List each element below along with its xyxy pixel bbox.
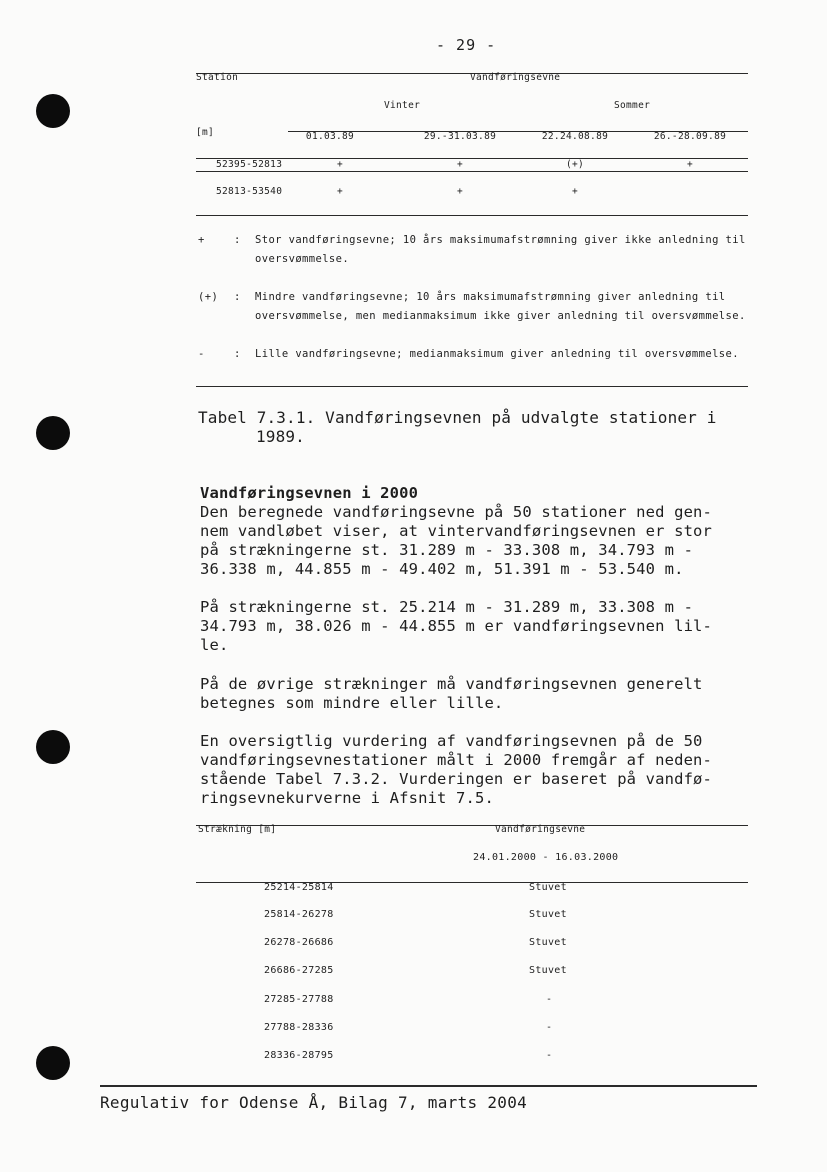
header-sommer: Sommer — [614, 100, 651, 111]
section-heading: Vandføringsevnen i 2000 — [200, 484, 419, 502]
value-cell: Stuvet — [529, 937, 567, 948]
paragraph-line: stående Tabel 7.3.2. Vurderingen er baseret på vandfø- — [200, 770, 713, 788]
paragraph — [200, 503, 760, 579]
paragraph — [200, 675, 760, 713]
strakning-cell: 26278-26686 — [264, 937, 334, 948]
legend-symbol: (+) — [198, 291, 219, 303]
page-number: - 29 - — [436, 36, 497, 54]
legend-text: Mindre vandføringsevne; 10 års maksimumafstrømning giver anledning til — [255, 291, 726, 303]
caption-line: 1989. — [256, 427, 305, 446]
date-col-3: 22.24.08.89 — [541, 131, 609, 142]
paragraph-line: En oversigtlig vurdering af vandføringsevnen på de 50 — [200, 732, 703, 750]
value-cell: + — [336, 159, 344, 170]
paragraph-line: nem vandløbet viser, at vintervandføringsevnen er stor — [200, 522, 713, 540]
table-bottom-rule — [196, 215, 748, 216]
strakning-cell: 27285-27788 — [264, 994, 334, 1005]
strakning-cell: 25214-25814 — [264, 882, 334, 893]
legend-symbol: + — [198, 234, 205, 246]
legend-text: oversvømmelse, men medianmaksimum ikke giver anledning til oversvømmelse. — [255, 310, 746, 322]
legend-bottom-rule — [196, 386, 748, 387]
paragraph-line: 36.338 m, 44.855 m - 49.402 m, 51.391 m - 53.540 m. — [200, 560, 684, 578]
legend-colon: : — [234, 234, 241, 246]
paragraph-line: le. — [200, 636, 229, 654]
value-cell: - — [546, 994, 553, 1005]
footer-rule — [100, 1085, 757, 1087]
header-strakning: Strækning [m] — [198, 824, 277, 835]
value-cell: - — [546, 1050, 553, 1061]
station-cell: 52813-53540 — [216, 186, 283, 197]
footer-text: Regulativ for Odense Å, Bilag 7, marts 2004 — [100, 1093, 528, 1112]
paragraph-line: 34.793 m, 38.026 m - 44.855 m er vandføringsevnen lil- — [200, 617, 713, 635]
date-col-1: 01.03.89 — [305, 131, 355, 142]
punch-hole — [36, 94, 70, 128]
paragraph-line: ringsevnekurverne i Afsnit 7.5. — [200, 789, 494, 807]
value-cell: Stuvet — [529, 965, 567, 976]
strakning-cell: 25814-26278 — [264, 909, 334, 920]
value-cell: + — [571, 186, 579, 197]
station-cell: 52395-52813 — [216, 159, 283, 170]
header-vandforingsevne: Vandføringsevne — [495, 824, 586, 835]
strakning-cell: 27788-28336 — [264, 1022, 334, 1033]
paragraph-line: Den beregnede vandføringsevne på 50 stationer ned gen- — [200, 503, 713, 521]
value-cell: - — [546, 1022, 553, 1033]
paragraph-line: vandføringsevnestationer målt i 2000 fremgår af neden- — [200, 751, 713, 769]
value-cell: (+) — [565, 159, 585, 170]
paragraph-line: På de øvrige strækninger må vandføringsevnen generelt — [200, 675, 703, 693]
value-cell: + — [456, 159, 464, 170]
value-cell: + — [336, 186, 344, 197]
row-rule — [196, 171, 748, 172]
value-cell: + — [456, 186, 464, 197]
paragraph — [200, 732, 760, 808]
date-col-2: 29.-31.03.89 — [423, 131, 497, 142]
header-vinter: Vinter — [384, 100, 421, 111]
punch-hole — [36, 730, 70, 764]
legend-symbol: - — [198, 348, 205, 360]
header-vandforingsevne: Vandføringsevne — [470, 72, 561, 83]
caption-line: Tabel 7.3.1. Vandføringsevnen på udvalgte stationer i — [198, 408, 717, 427]
legend-text: Stor vandføringsevne; 10 års maksimumafstrømning giver ikke anledning til — [255, 234, 746, 246]
header-unit: [m] — [196, 127, 215, 138]
period: 24.01.2000 - 16.03.2000 — [473, 852, 619, 863]
legend-colon: : — [234, 291, 241, 303]
paragraph-line: På strækningerne st. 25.214 m - 31.289 m, 33.308 m - — [200, 598, 694, 616]
paragraph-line: på strækningerne st. 31.289 m - 33.308 m, 34.793 m - — [200, 541, 694, 559]
legend-colon: : — [234, 348, 241, 360]
legend-text: Lille vandføringsevne; medianmaksimum giver anledning til oversvømmelse. — [255, 348, 739, 360]
table-top-rule — [196, 825, 748, 826]
punch-hole — [36, 416, 70, 450]
value-cell: + — [686, 159, 694, 170]
value-cell: Stuvet — [529, 909, 567, 920]
header-station: Station — [196, 72, 239, 83]
punch-hole — [36, 1046, 70, 1080]
paragraph-line: betegnes som mindre eller lille. — [200, 694, 504, 712]
date-col-4: 26.-28.09.89 — [653, 131, 727, 142]
strakning-cell: 28336-28795 — [264, 1050, 334, 1061]
value-cell: Stuvet — [529, 882, 567, 893]
paragraph — [200, 598, 760, 655]
strakning-cell: 26686-27285 — [264, 965, 334, 976]
legend-text: oversvømmelse. — [255, 253, 350, 265]
